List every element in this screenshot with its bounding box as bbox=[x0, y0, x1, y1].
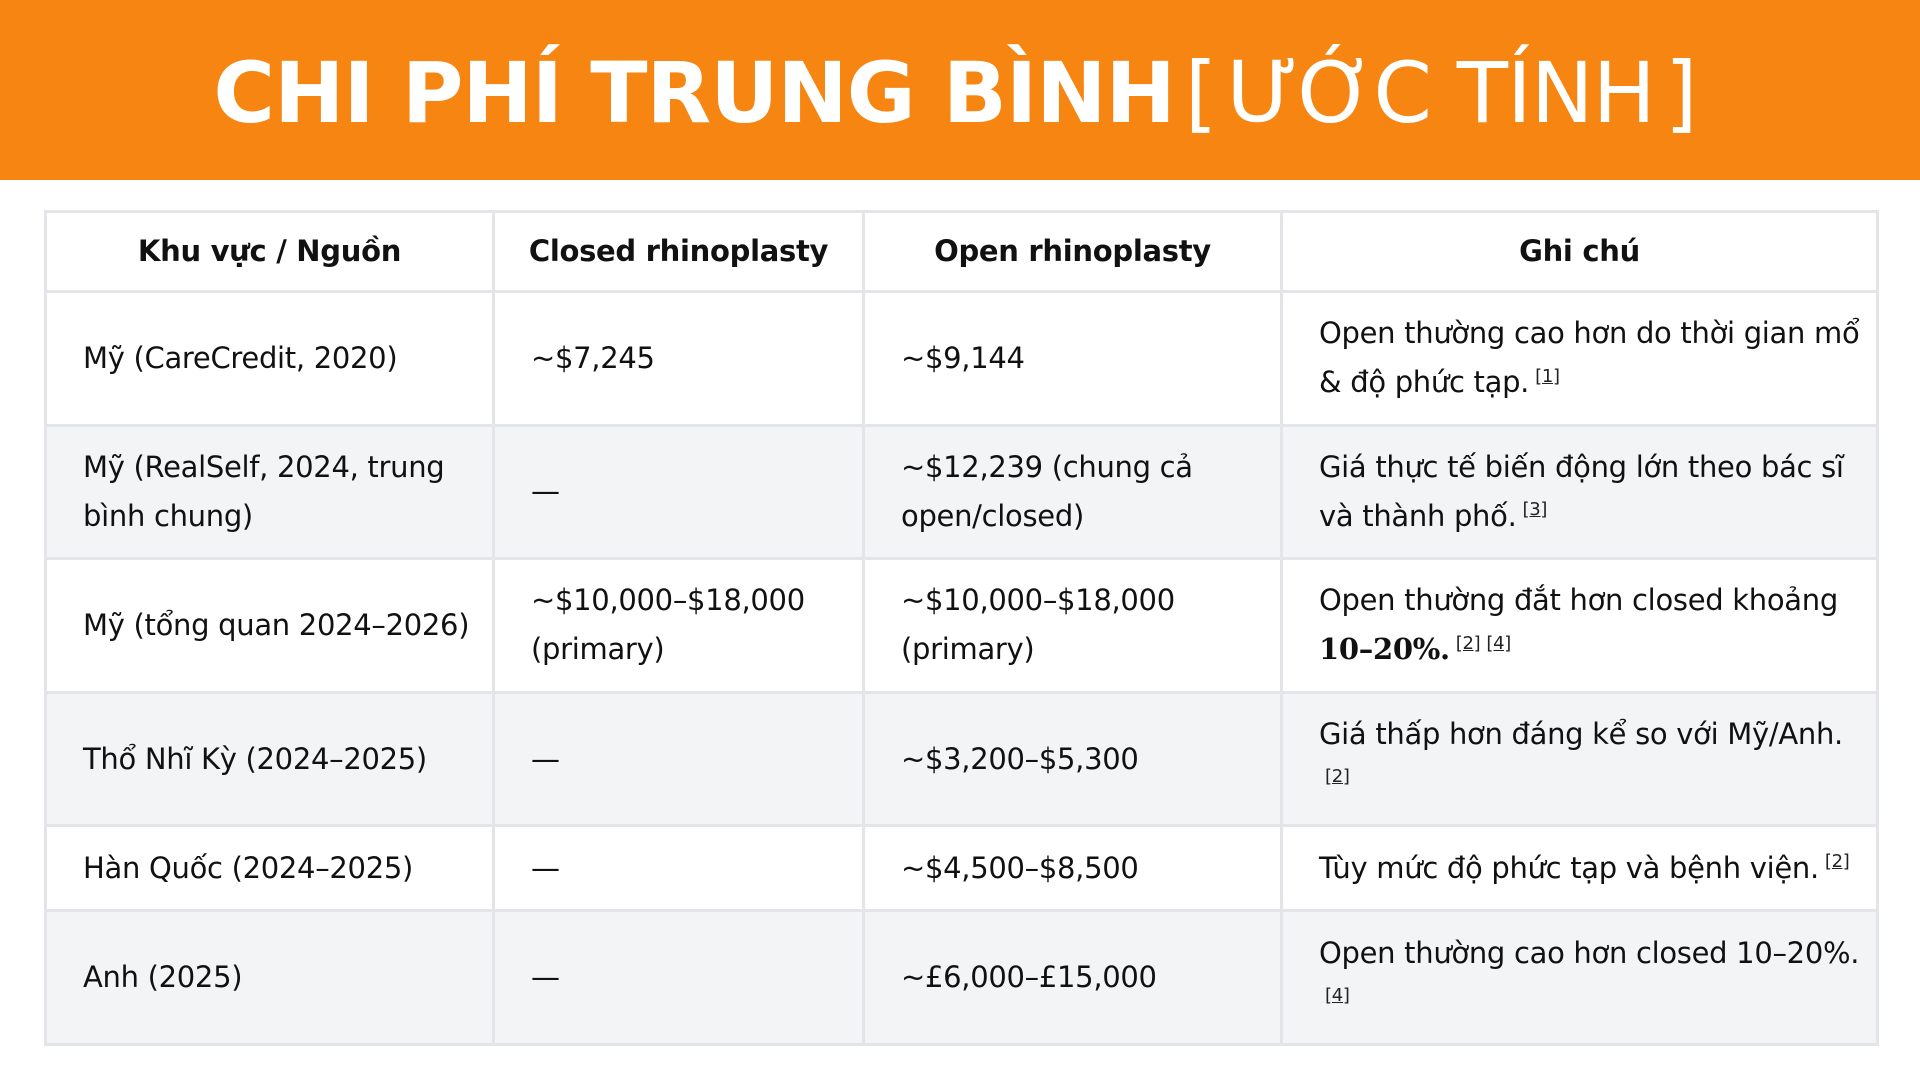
cost-table bbox=[44, 210, 1879, 1046]
cell-note bbox=[1282, 425, 1878, 559]
cell-region: Anh (2025) bbox=[46, 911, 494, 1045]
table-row bbox=[46, 692, 1878, 826]
cell-note bbox=[1282, 692, 1878, 826]
cell-open: ~$12,239 (chung cả open/closed) bbox=[864, 425, 1282, 559]
note-text: Open thường cao hơn do thời gian mổ & độ phức tạp. bbox=[1319, 316, 1860, 400]
note-text: Tùy mức độ phức tạp và bệnh viện. bbox=[1319, 850, 1819, 885]
table-row bbox=[46, 292, 1878, 426]
cell-note bbox=[1282, 911, 1878, 1045]
note-text: Giá thấp hơn đáng kể so với Mỹ/Anh. bbox=[1319, 717, 1843, 752]
cell-note bbox=[1282, 559, 1878, 693]
table-row bbox=[46, 425, 1878, 559]
cell-closed: — bbox=[494, 911, 864, 1045]
header-note: Ghi chú bbox=[1282, 212, 1878, 292]
cell-open: ~$4,500–$8,500 bbox=[864, 826, 1282, 911]
table-row bbox=[46, 826, 1878, 911]
page-title bbox=[213, 44, 1706, 142]
note-text: Open thường cao hơn closed 10–20%. bbox=[1319, 935, 1860, 970]
cell-region: Hàn Quốc (2024–2025) bbox=[46, 826, 494, 911]
cell-open: ~$10,000–$18,000 (primary) bbox=[864, 559, 1282, 693]
table-row bbox=[46, 911, 1878, 1045]
cell-closed: — bbox=[494, 692, 864, 826]
citation-link[interactable]: [3] bbox=[1522, 499, 1548, 521]
cell-closed: — bbox=[494, 425, 864, 559]
citation-link[interactable]: [2] bbox=[1824, 851, 1850, 873]
citation-link[interactable]: [1] bbox=[1535, 365, 1560, 387]
citation-link[interactable]: [4] bbox=[1486, 632, 1511, 654]
note-text: Giá thực tế biến động lớn theo bác sĩ và thành phố. bbox=[1319, 449, 1844, 533]
cell-region: Mỹ (tổng quan 2024–2026) bbox=[46, 559, 494, 693]
cell-closed: ~$7,245 bbox=[494, 292, 864, 426]
title-bracket-close: ] bbox=[1664, 44, 1697, 142]
title-banner bbox=[0, 0, 1920, 180]
citation-link[interactable]: [4] bbox=[1325, 985, 1350, 1007]
table-header-row bbox=[46, 212, 1878, 292]
title-bracket-open: [ bbox=[1184, 44, 1217, 142]
cell-region: Thổ Nhĩ Kỳ (2024–2025) bbox=[46, 692, 494, 826]
cell-closed: — bbox=[494, 826, 864, 911]
cell-closed: ~$10,000–$18,000 (primary) bbox=[494, 559, 864, 693]
note-bold-percent: 10–20%. bbox=[1319, 632, 1450, 667]
cell-open: ~$3,200–$5,300 bbox=[864, 692, 1282, 826]
title-bold: CHI PHÍ TRUNG BÌNH bbox=[213, 44, 1175, 142]
cell-region: Mỹ (CareCredit, 2020) bbox=[46, 292, 494, 426]
cell-region: Mỹ (RealSelf, 2024, trung bình chung) bbox=[46, 425, 494, 559]
header-closed: Closed rhinoplasty bbox=[494, 212, 864, 292]
title-light: ƯỚC TÍNH bbox=[1226, 44, 1655, 142]
header-region: Khu vực / Nguồn bbox=[46, 212, 494, 292]
table-row bbox=[46, 559, 1878, 693]
cell-open: ~£6,000–£15,000 bbox=[864, 911, 1282, 1045]
cell-note bbox=[1282, 292, 1878, 426]
citation-link[interactable]: [2] bbox=[1455, 632, 1481, 654]
citation-link[interactable]: [2] bbox=[1325, 766, 1350, 788]
cell-open: ~$9,144 bbox=[864, 292, 1282, 426]
note-text: Open thường đắt hơn closed khoảng bbox=[1319, 583, 1838, 618]
cell-note bbox=[1282, 826, 1878, 911]
header-open: Open rhinoplasty bbox=[864, 212, 1282, 292]
